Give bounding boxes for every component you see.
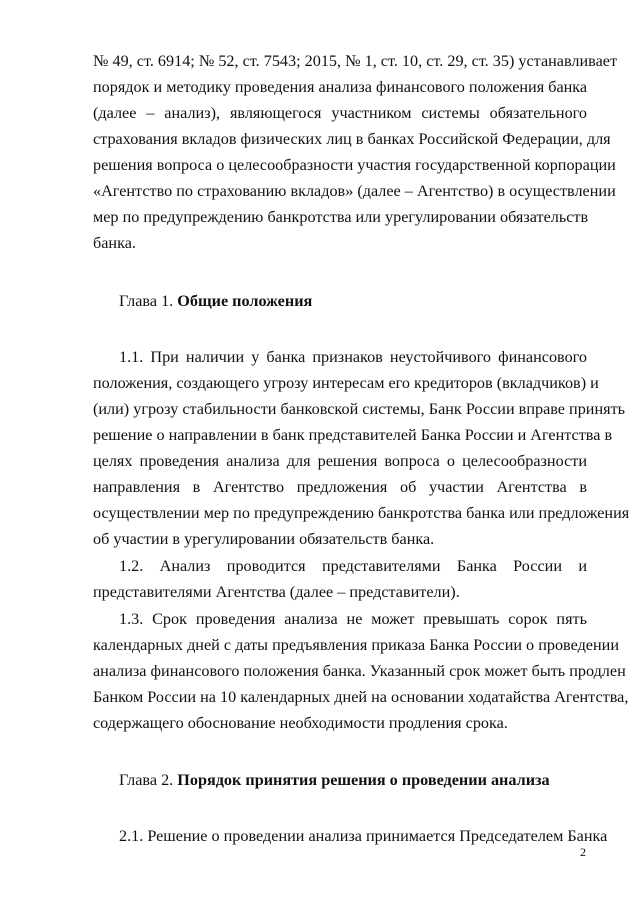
text-line: об участии в урегулировании обязательств банка. — [93, 530, 435, 548]
text-line: решение о направлении в банк представителей Банка России и Агентства в — [93, 426, 613, 444]
chapter-prefix: Глава 1. — [119, 292, 178, 310]
text-line: 1.1. При наличии у банка признаков неустойчивого финансового — [119, 348, 587, 366]
text-line: 1.2. Анализ проводится представителями Банка России и — [119, 557, 587, 575]
text-line: мер по предупреждению банкротства или урегулировании обязательств — [93, 208, 589, 226]
text-line: осуществлении мер по предупреждению банкротства банка или предложения — [93, 504, 630, 522]
text-line: анализа финансового положения банка. Указанный срок может быть продлен — [93, 662, 626, 680]
text-line: 2.1. Решение о проведении анализа принимается Председателем Банка — [119, 827, 608, 845]
text-line: направления в Агентство предложения об участии Агентства в — [93, 478, 587, 496]
text-line: содержащего обоснование необходимости продления срока. — [93, 714, 508, 732]
chapter-title: Порядок принятия решения о проведении анализа — [177, 771, 550, 789]
text-line: представителями Агентства (далее – представители). — [93, 583, 460, 601]
text-line: положения, создающего угрозу интересам его кредиторов (вкладчиков) и — [93, 374, 599, 392]
chapter-title: Общие положения — [177, 292, 313, 310]
text-line: № 49, ст. 6914; № 52, ст. 7543; 2015, № 1, ст. 10, ст. 29, ст. 35) устанавливает — [93, 52, 618, 70]
text-line: банка. — [93, 234, 136, 252]
text-line: (или) угрозу стабильности банковской системы, Банк России вправе принять — [93, 400, 626, 418]
text-line: страхования вкладов физических лиц в банках Российской Федерации, для — [93, 130, 611, 148]
text-line: порядок и методику проведения анализа финансового положения банка — [93, 78, 588, 96]
text-line: 1.3. Срок проведения анализа не может превышать сорок пять — [119, 610, 587, 628]
text-line: календарных дней с даты предъявления приказа Банка России о проведении — [93, 636, 619, 654]
chapter-heading — [119, 291, 312, 311]
text-line: решения вопроса о целесообразности участия государственной корпорации — [93, 156, 616, 174]
text-line: Банком России на 10 календарных дней на основании ходатайства Агентства, — [93, 688, 629, 706]
text-line: «Агентство по страхованию вкладов» (далее – Агентство) в осуществлении — [93, 182, 616, 200]
text-line: целях проведения анализа для решения вопроса о целесообразности — [93, 452, 587, 470]
text-line: (далее – анализ), являющегося участником системы обязательного — [93, 104, 587, 122]
chapter-prefix: Глава 2. — [119, 771, 178, 789]
page-number: 2 — [580, 845, 586, 859]
chapter-heading — [119, 770, 550, 790]
